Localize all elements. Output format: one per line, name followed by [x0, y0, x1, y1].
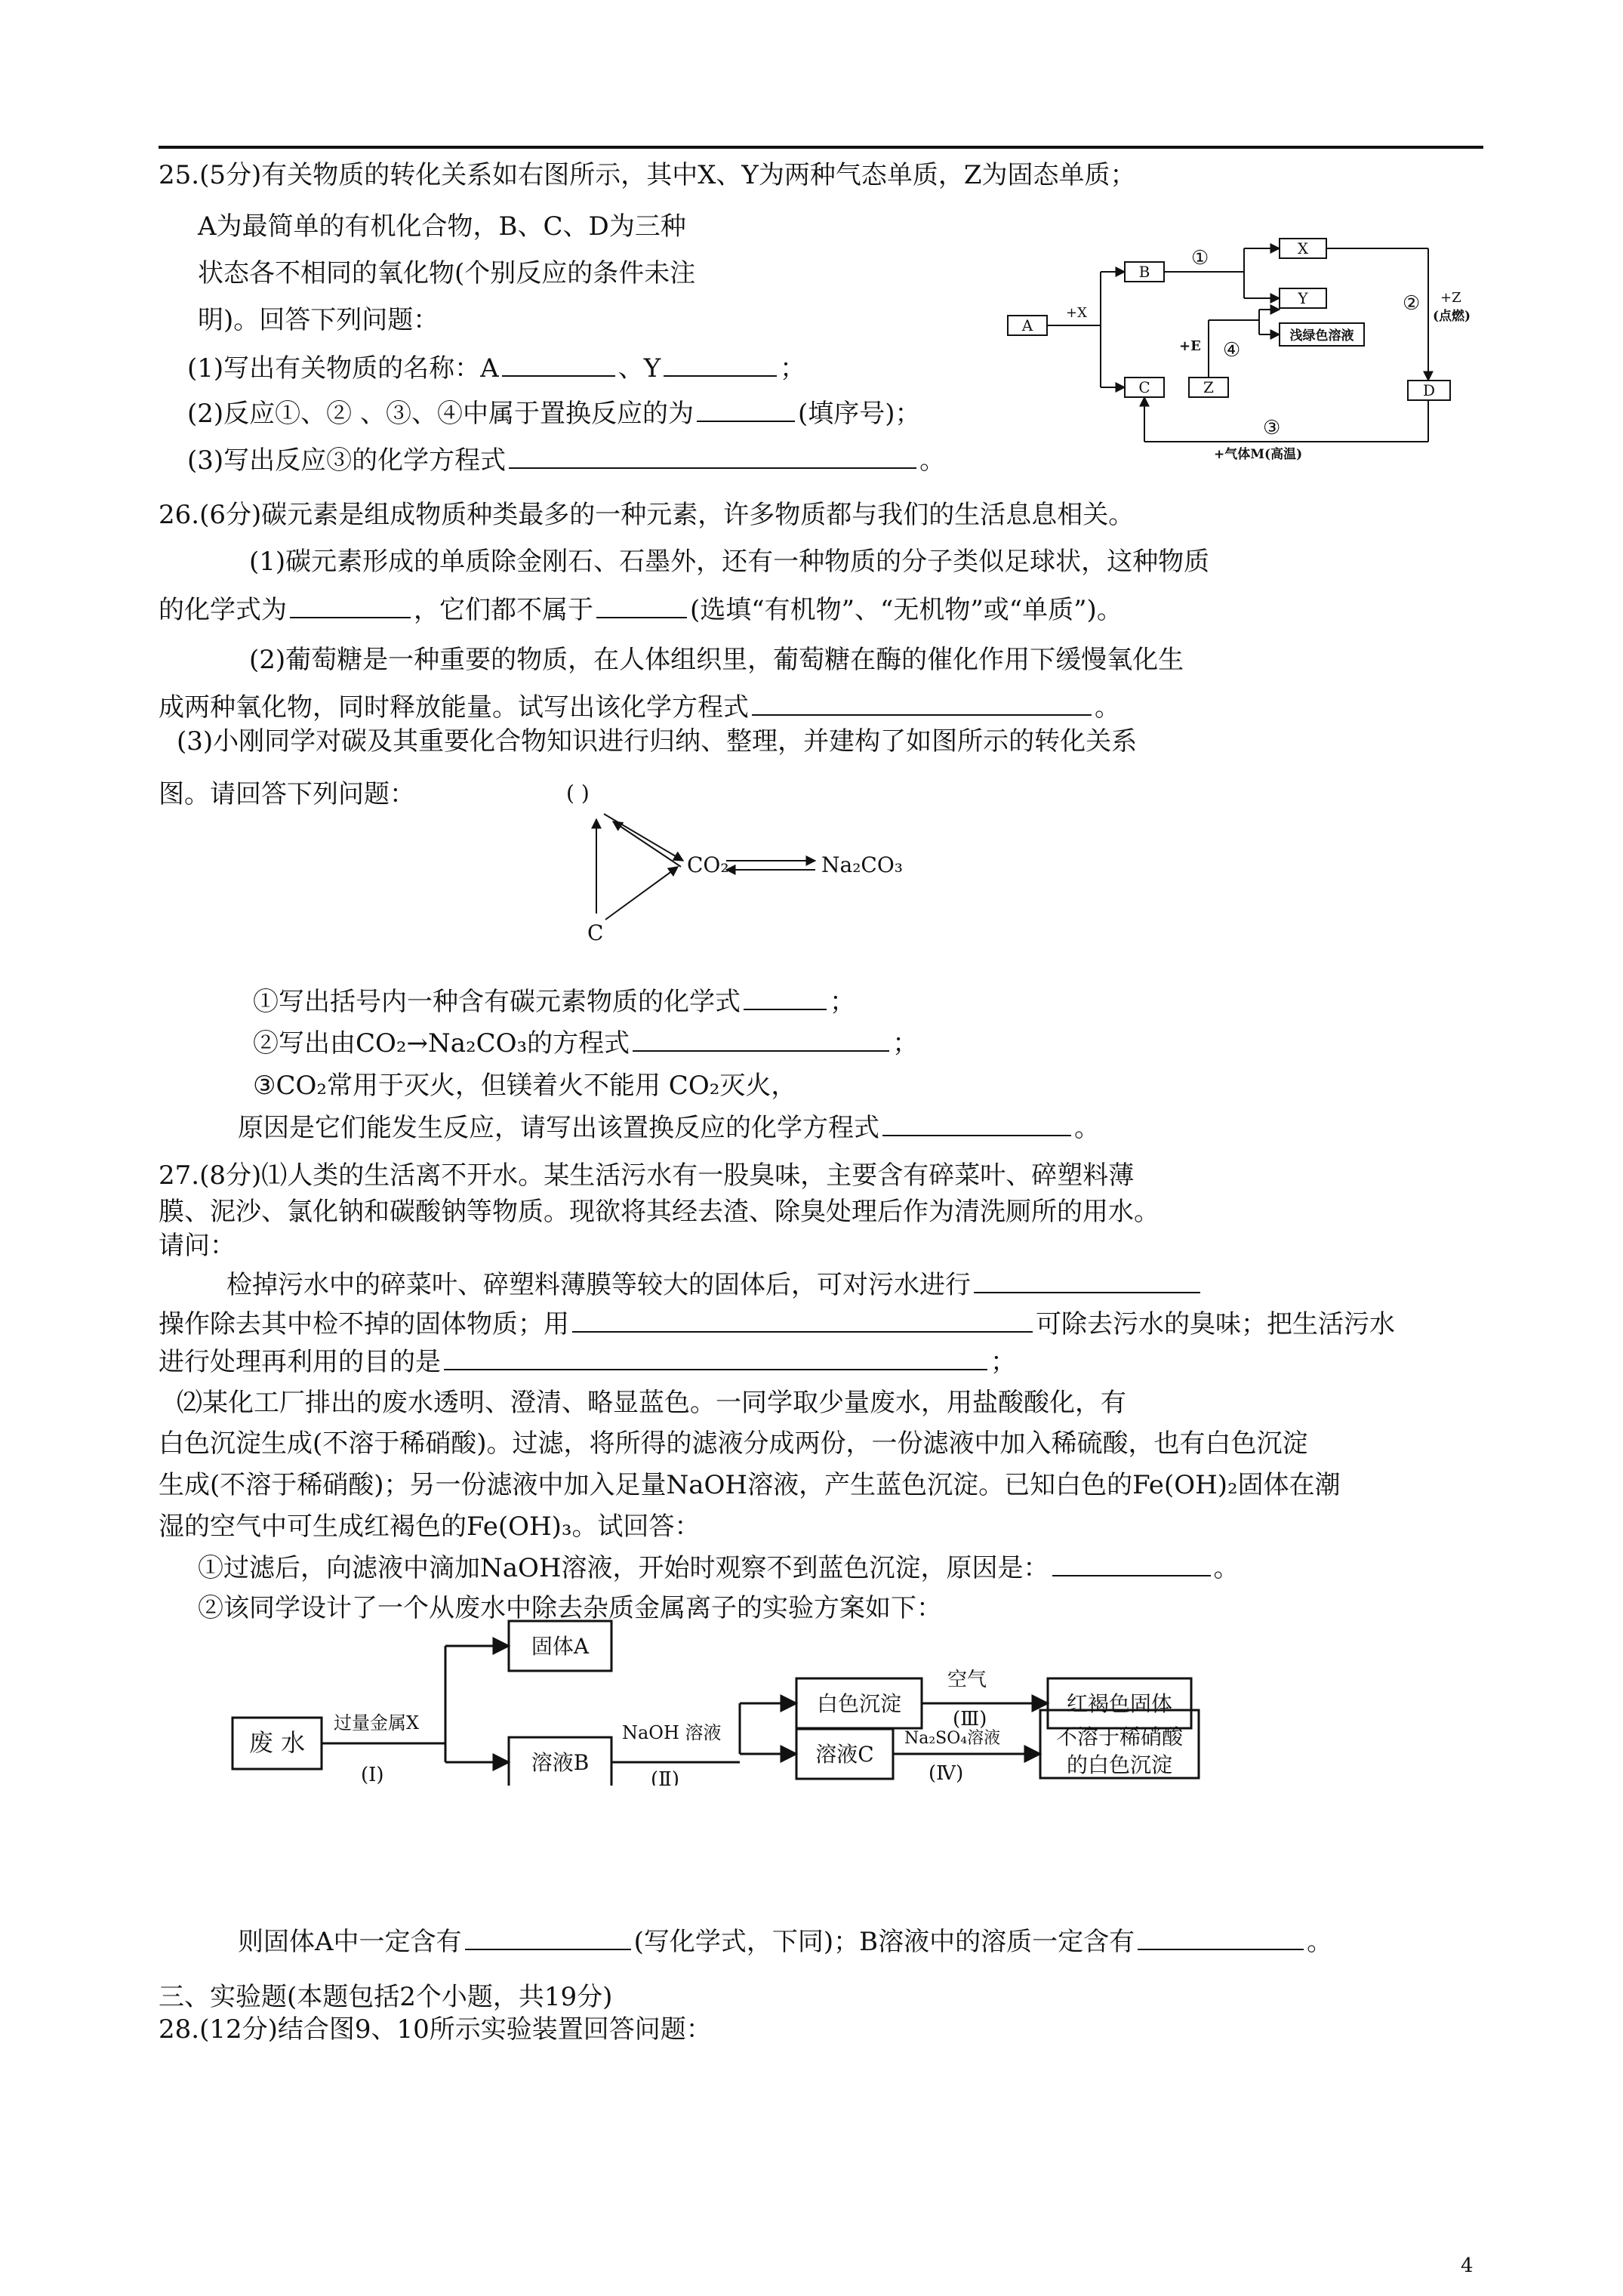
label-plus-x: +X	[1066, 305, 1087, 321]
answer-blank[interactable]	[290, 594, 411, 618]
q26-p1-line2	[159, 593, 1123, 627]
q26-p2-line2	[159, 691, 1120, 724]
flow-step-4: (Ⅳ)	[929, 1762, 964, 1785]
flow-na2so4: Na₂SO₄溶液	[904, 1729, 1001, 1748]
label-solution: 浅绿色溶液	[1289, 328, 1354, 344]
q26-p1-line1: (1)碳元素形成的单质除金刚石、石墨外，还有一种物质的分子类似足球状，这种物质	[249, 547, 1210, 577]
label-num-3: ③	[1263, 417, 1281, 439]
q25-header: 25.(5分)有关物质的转化关系如右图所示，其中X、Y为两种气态单质，Z为固态单质；	[159, 160, 1136, 190]
answer-blank[interactable]	[744, 986, 827, 1010]
q25-sub2-text-b: (填序号)；	[797, 399, 921, 429]
q26-diagram-svg	[551, 778, 944, 944]
q25-sub1-text-c: ；	[780, 353, 806, 384]
q25-line1: A为最简单的有机化合物，B、C、D为三种	[198, 211, 686, 242]
label-plus-e: +E	[1179, 338, 1201, 354]
answer-blank[interactable]	[444, 1346, 987, 1370]
q26-s3-line1: ③CO₂常用于灭火，但镁着火不能用 CO₂灭火，	[253, 1071, 797, 1101]
q27-l11-text-a: ①过滤后，向滤液中滴加NaOH溶液，开始时观察不到蓝色沉淀，原因是：	[198, 1553, 1049, 1583]
q25-sub3-text-b: 。	[919, 445, 946, 476]
q27-l6-text-a: 进行处理再利用的目的是	[159, 1347, 441, 1377]
q27-line7: ⑵某化工厂排出的废水透明、澄清、略显蓝色。一同学取少量废水，用盐酸酸化，有	[177, 1388, 1126, 1418]
flow-solid-a: 固体A	[531, 1634, 590, 1659]
flow-insoluble-1: 不溶于稀硝酸	[1055, 1724, 1184, 1749]
q27-l5-text-a: 操作除去其中检不掉的固体物质；用	[159, 1309, 569, 1339]
flow-step-2: (Ⅱ)	[651, 1768, 679, 1786]
page-number: 4	[1461, 2254, 1474, 2277]
answer-blank[interactable]	[633, 1028, 889, 1052]
label-plus-z: +Z	[1440, 290, 1461, 306]
q27-line2: 膜、泥沙、氯化钠和碳酸钠等物质。现欲将其经去渣、除臭处理后作为清洗厕所的用水。	[159, 1197, 1160, 1227]
answer-blank[interactable]	[1138, 1926, 1304, 1950]
q26-s1	[253, 985, 855, 1019]
q25-line3: 明)。回答下列问题：	[198, 305, 439, 335]
answer-blank[interactable]	[572, 1308, 1033, 1333]
q25-sub2-text-a: (2)反应①、② 、③、④中属于置换反应的为	[187, 399, 694, 429]
label-x: X	[1297, 239, 1309, 257]
q27-line10: 湿的空气中可生成红褐色的Fe(OH)₃。试回答：	[159, 1512, 701, 1542]
flow-sol-c: 溶液C	[815, 1742, 874, 1767]
flow-metal: 过量金属X	[334, 1712, 420, 1734]
q25-sub1	[187, 352, 805, 385]
label-a: A	[1021, 316, 1033, 334]
q26-c: C	[587, 920, 604, 944]
label-z: Z	[1203, 378, 1214, 396]
flow-step-1: (Ⅰ)	[361, 1764, 384, 1786]
q26-p3-line2: 图。请回答下列问题：	[159, 779, 415, 809]
q26-s3-text-c: 。	[1074, 1113, 1100, 1143]
q26-paren: ( )	[566, 781, 590, 806]
q26-p1-text-b: 的化学式为	[159, 595, 287, 625]
flow-insoluble-2: 的白色沉淀	[1066, 1752, 1173, 1777]
flow-naoh: NaOH 溶液	[622, 1722, 722, 1743]
q26-s2-text-a: ②写出由CO₂→Na₂CO₃的方程式	[253, 1028, 630, 1059]
q27-l4-text-a: 检掉污水中的碎菜叶、碎塑料薄膜等较大的固体后，可对污水进行	[226, 1270, 971, 1300]
q25-sub2	[187, 397, 921, 430]
answer-blank[interactable]	[752, 692, 1092, 716]
q25-diagram-svg	[1004, 227, 1487, 464]
q27-line4	[226, 1268, 1203, 1302]
q26-p1-text-c: ，它们都不属于	[414, 595, 593, 625]
q26-p3-line1: (3)小刚同学对碳及其重要化合物知识进行归纳、整理，并建构了如图所示的转化关系	[177, 726, 1138, 757]
q25-sub1-text-b: 、Y	[617, 353, 661, 384]
flow-sol-b: 溶液B	[531, 1750, 590, 1775]
q27-header: 27.(8分)⑴人类的生活离不开水。某生活污水有一股臭味，主要含有碎菜叶、碎塑料薄	[159, 1160, 1135, 1191]
flow-redbrown: 红褐色固体	[1066, 1691, 1173, 1716]
q27-line9: 生成(不溶于稀硝酸)；另一份滤液中加入足量NaOH溶液，产生蓝色沉淀。已知白色的Fe(OH)₂固体在潮	[159, 1470, 1341, 1500]
q27-line12: ②该同学设计了一个从废水中除去杂质金属离子的实验方案如下：	[198, 1593, 942, 1623]
answer-blank[interactable]	[664, 353, 777, 377]
q26-co2: CO₂	[687, 852, 729, 877]
q26-s3-line2	[238, 1111, 1100, 1145]
label-b: B	[1138, 263, 1150, 281]
label-num-2: ②	[1403, 292, 1421, 315]
q27-line5	[159, 1308, 1395, 1341]
q26-s1-text-b: ；	[830, 987, 855, 1017]
q25-line2: 状态各不相同的氧化物(个别反应的条件未注	[198, 258, 696, 288]
q27-l11-text-b: 。	[1213, 1553, 1240, 1583]
q27-line8: 白色沉淀生成(不溶于稀硝酸)。过滤，将所得的滤液分成两份，一份滤液中加入稀硫酸，也有白色沉淀	[159, 1428, 1308, 1459]
flow-air: 空气	[947, 1669, 987, 1691]
q27-l13-text-c: 。	[1307, 1927, 1333, 1957]
answer-blank[interactable]	[974, 1269, 1200, 1293]
q27-line6	[159, 1345, 1016, 1379]
q26-p2-text-c: 。	[1095, 692, 1120, 723]
label-c: C	[1138, 378, 1150, 396]
q26-na2co3: Na₂CO₃	[821, 852, 904, 877]
q26-s2	[253, 1027, 918, 1060]
q25-sub3-text-a: (3)写出反应③的化学方程式	[187, 445, 507, 476]
q27-line13	[238, 1925, 1332, 1959]
q27-flowchart	[226, 1620, 1268, 1786]
label-num-4: ④	[1223, 339, 1241, 362]
label-gas-m: +气体M(高温)	[1214, 447, 1303, 462]
q28-header: 28.(12分)结合图9、10所示实验装置回答问题：	[159, 2014, 712, 2045]
answer-blank[interactable]	[465, 1926, 631, 1950]
q27-line3: 请问：	[159, 1231, 236, 1261]
answer-blank[interactable]	[502, 353, 615, 377]
q26-p2-line1: (2)葡萄糖是一种重要的物质，在人体组织里，葡萄糖在酶的催化作用下缓慢氧化生	[249, 645, 1184, 675]
q27-l6-text-b: ；	[990, 1347, 1016, 1377]
label-d: D	[1422, 381, 1436, 399]
top-rule	[159, 146, 1483, 149]
answer-blank[interactable]	[882, 1112, 1071, 1136]
q26-header: 26.(6分)碳元素是组成物质种类最多的一种元素，许多物质都与我们的生活息息相关。	[159, 500, 1135, 530]
section-3-heading: 三、实验题(本题包括2个小题，共19分)	[159, 1982, 613, 2012]
q27-l13-text-b: (写化学式，下同)；B溶液中的溶质一定含有	[633, 1927, 1135, 1957]
label-y: Y	[1298, 289, 1308, 307]
q26-s1-text-a: ①写出括号内一种含有碳元素物质的化学式	[253, 987, 741, 1017]
q25-sub1-text-a: (1)写出有关物质的名称：A	[187, 353, 499, 384]
flow-white: 白色沉淀	[816, 1691, 902, 1716]
q27-line11	[198, 1552, 1240, 1585]
q26-carbon-diagram	[551, 778, 944, 944]
q25-reaction-diagram	[1004, 227, 1487, 464]
q26-s2-text-b: ；	[892, 1028, 919, 1059]
flow-waste: 废 水	[248, 1728, 306, 1757]
label-ignite: (点燃)	[1433, 309, 1471, 324]
q27-l13-text-a: 则固体A中一定含有	[238, 1927, 462, 1957]
q26-s3-text-b: 原因是它们能发生反应，请写出该置换反应的化学方程式	[238, 1113, 879, 1143]
q27-flowchart-svg	[226, 1620, 1268, 1786]
q26-p2-text-b: 成两种氧化物，同时释放能量。试写出该化学方程式	[159, 692, 749, 723]
answer-blank[interactable]	[697, 398, 795, 422]
q25-sub3	[187, 444, 945, 477]
label-num-1: ①	[1191, 247, 1209, 270]
answer-blank[interactable]	[596, 594, 687, 618]
q26-p1-text-d: (选填“有机物”、“无机物”或“单质”)。	[690, 595, 1123, 625]
answer-blank[interactable]	[509, 445, 916, 469]
flow-step-3: (Ⅲ)	[953, 1708, 987, 1730]
q27-l5-text-b: 可除去污水的臭味；把生活污水	[1036, 1309, 1395, 1339]
answer-blank[interactable]	[1052, 1552, 1211, 1576]
